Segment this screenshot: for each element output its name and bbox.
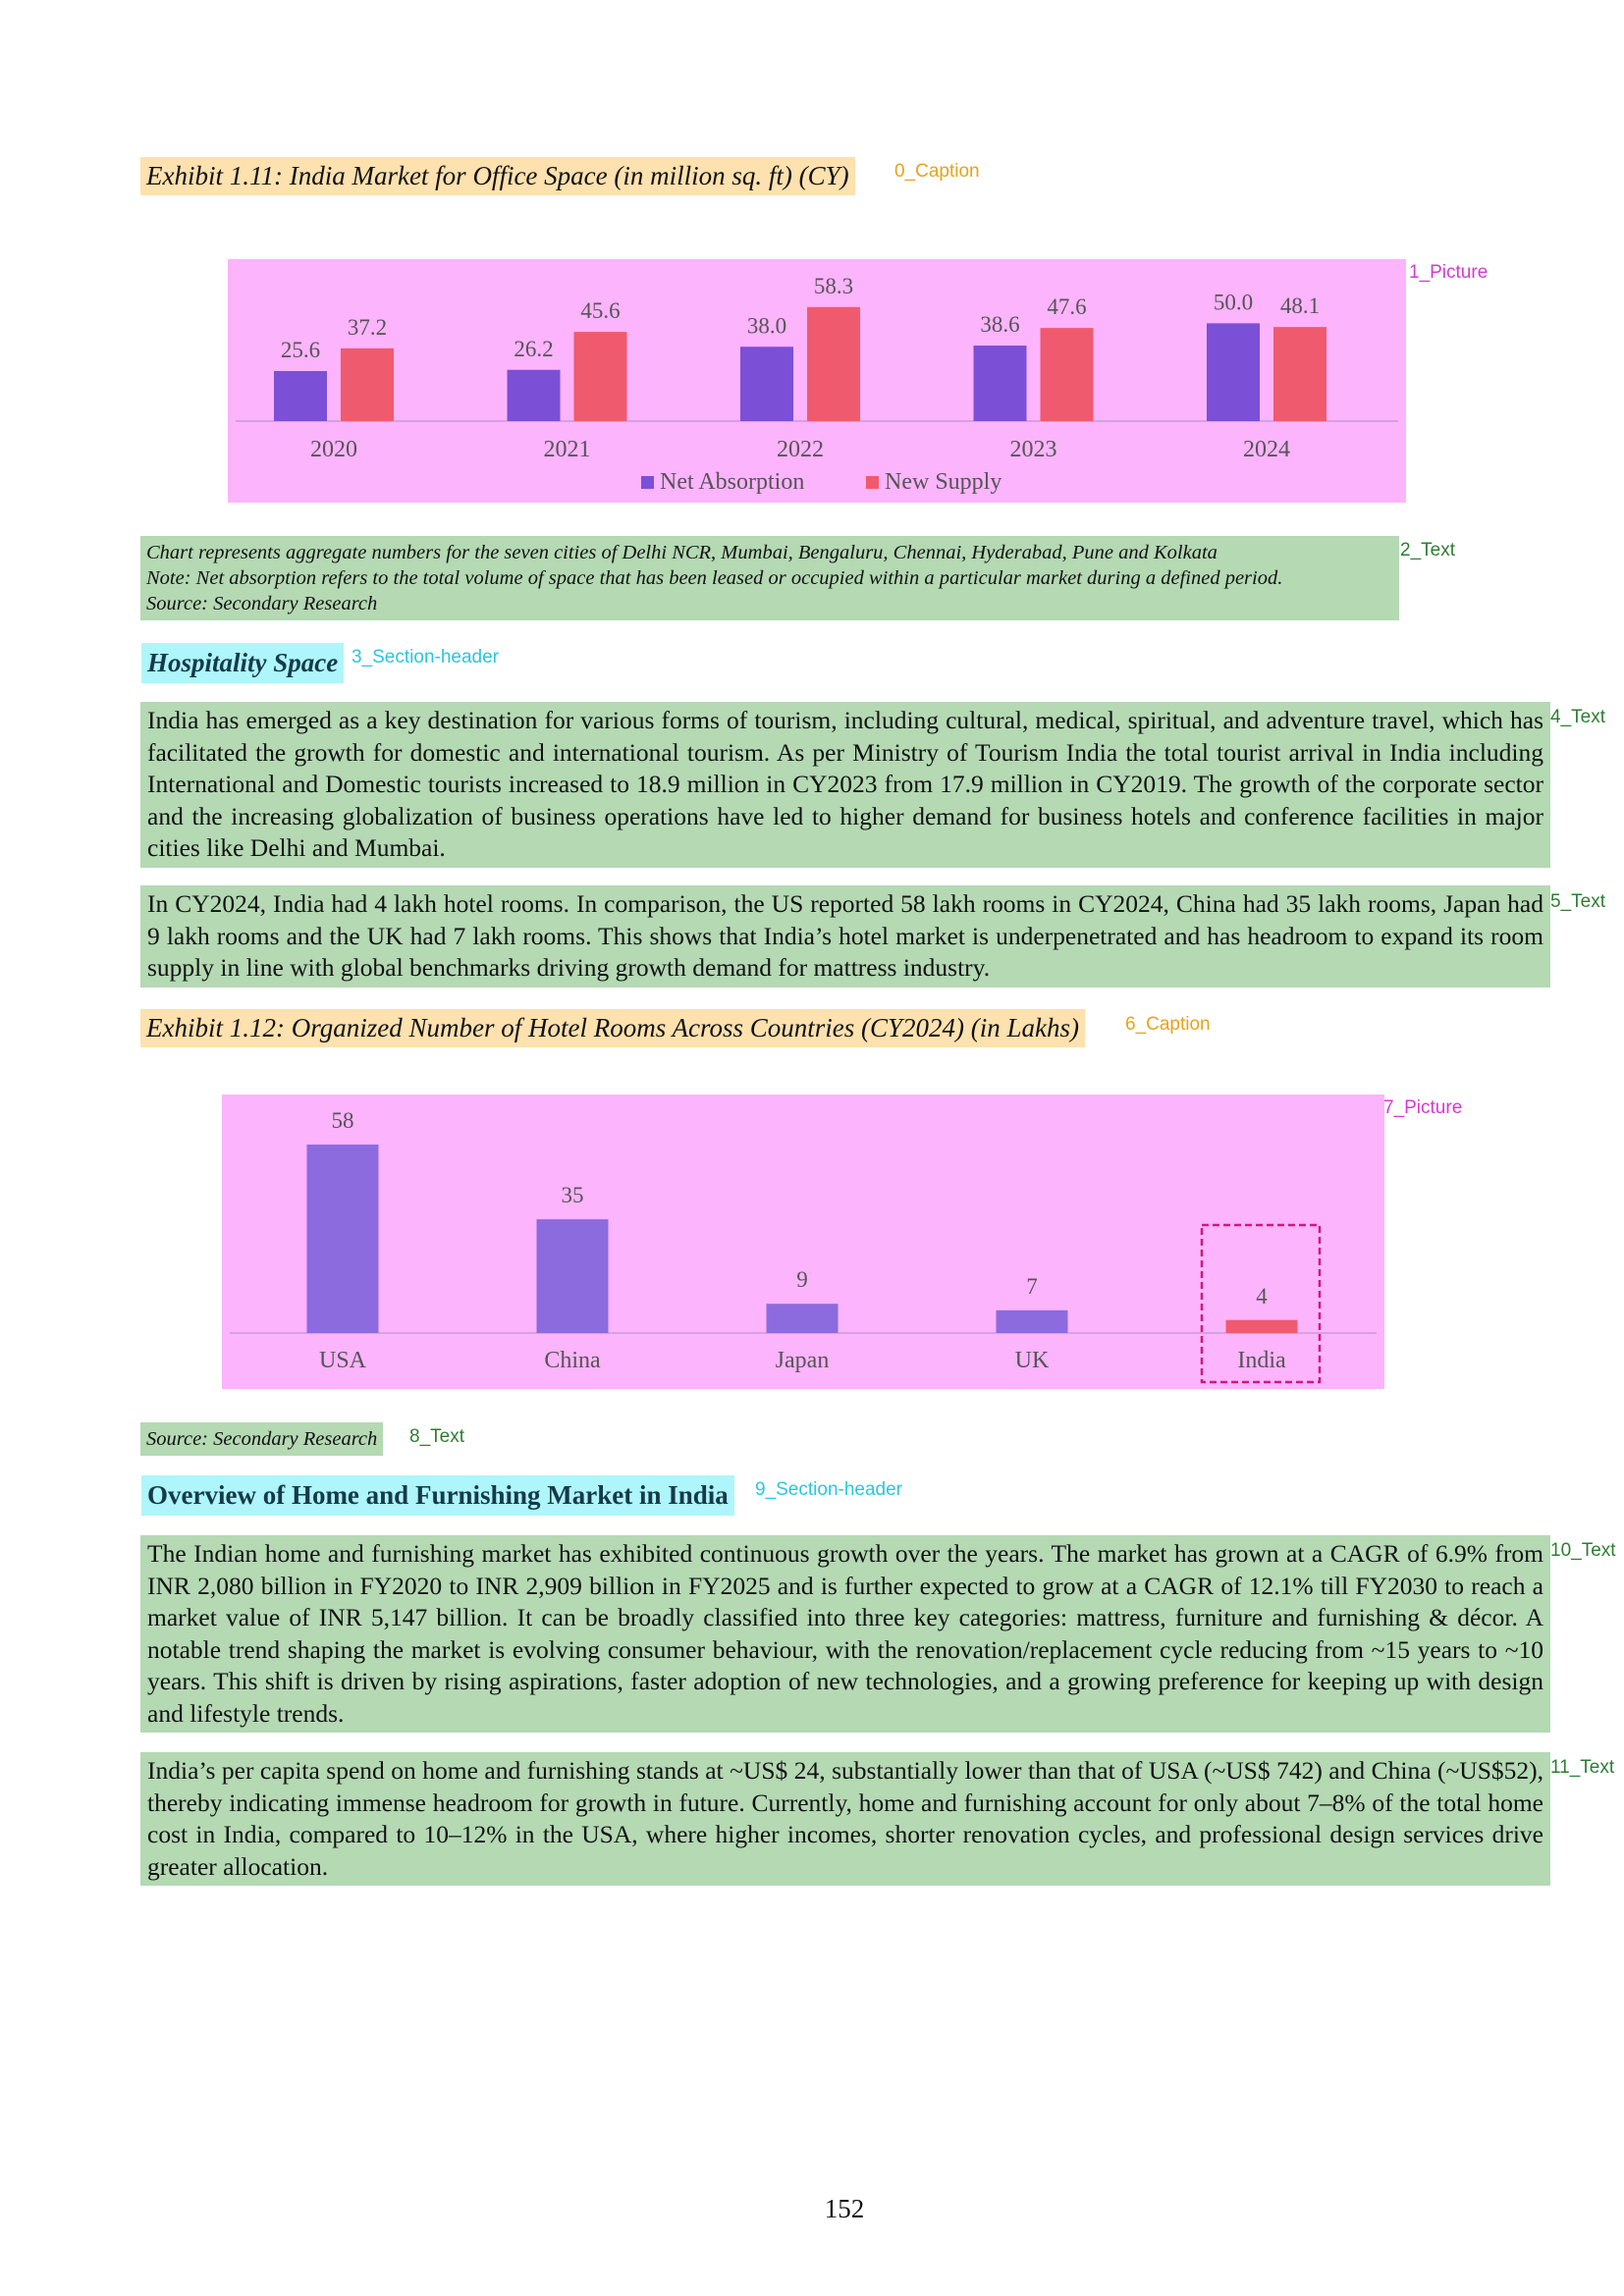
data-label: 50.0 <box>1213 290 1254 315</box>
bar-uk <box>997 1310 1068 1333</box>
x-tick-label: 2023 <box>1009 437 1057 462</box>
home-furnishing-paragraph-2: India’s per capita spend on home and furnishing stands at ~US$ 24, substantially lower than that of USA (~US$ 742) and China (~US$52), thereby indicating immense headroom for growth in future. Currently, home and furnishing account for only about 7–8% of the total home cost in India, compared to 10–12% in the USA, where higher incomes, shorter renovation cycles, and professional design services drive greater allocation. <box>140 1752 1550 1886</box>
bar-net-absorption-2020 <box>274 371 327 421</box>
hospitality-section-header: Hospitality Space <box>141 643 344 683</box>
x-tick-label: USA <box>318 1348 367 1373</box>
data-label: 4 <box>1256 1283 1268 1308</box>
picture-tag-7: 7_Picture <box>1383 1097 1463 1118</box>
bar-new-supply-2023 <box>1041 328 1094 421</box>
bar-japan <box>767 1304 839 1333</box>
note-line: Source: Secondary Research <box>146 593 378 614</box>
caption-tag-0: 0_Caption <box>894 161 980 182</box>
bar-new-supply-2021 <box>574 332 627 421</box>
bar-net-absorption-2022 <box>740 347 793 421</box>
x-tick-label: 2022 <box>777 437 824 462</box>
hospitality-paragraph-2: In CY2024, India had 4 lakh hotel rooms. In comparison, the US reported 58 lakh rooms in CY2024, China had 35 lakh rooms, Japan had 9 lakh rooms and the UK had 7 lakh rooms. This shows that India’s hotel market is underpenetrated and has headroom to expand its room supply in line with global benchmarks driving growth demand for mattress industry. <box>140 885 1550 988</box>
legend-swatch-0 <box>641 476 654 489</box>
data-label: 35 <box>561 1183 584 1208</box>
text-tag-2: 2_Text <box>1400 540 1455 561</box>
x-tick-label: 2021 <box>543 437 591 462</box>
x-tick-label: China <box>544 1348 601 1373</box>
bar-india <box>1226 1320 1298 1333</box>
home-furnishing-section-header: Overview of Home and Furnishing Market in India <box>141 1475 734 1516</box>
data-label: 38.6 <box>980 312 1020 338</box>
exhibit-1-12-caption: Exhibit 1.12: Organized Number of Hotel Rooms Across Countries (CY2024) (in Lakhs) <box>140 1009 1085 1047</box>
text-tag-11: 11_Text <box>1550 1757 1615 1778</box>
x-tick-label: 2024 <box>1243 437 1290 462</box>
bar-usa <box>307 1145 379 1333</box>
note-line: Note: Net absorption refers to the total volume of space that has been leased or occupied within a particular market during a defined period. <box>146 567 1283 589</box>
text-tag-5: 5_Text <box>1550 891 1605 912</box>
note-line: Chart represents aggregate numbers for the seven cities of Delhi NCR, Mumbai, Bengaluru, Chennai, Hyderabad, Pune and Kolkata <box>146 542 1218 563</box>
data-label: 58.3 <box>813 273 854 298</box>
hospitality-paragraph-1: India has emerged as a key destination for various forms of tourism, including cultural, medical, spiritual, and adventure travel, which has facilitated the growth for domestic and international tourism. As per Ministry of Tourism India the total tourist arrival in India including International and Domestic tourists increased to 18.9 million in CY2023 from 17.9 million in CY2019. The growth of the corporate sector and the increasing globalization of business operations have led to higher demand for business hotels and conference facilities in major cities like Delhi and Mumbai. <box>140 702 1550 868</box>
data-label: 58 <box>331 1108 354 1133</box>
office-space-chart-panel <box>228 259 1406 503</box>
picture-tag-1: 1_Picture <box>1409 262 1489 283</box>
data-label: 47.6 <box>1047 294 1087 320</box>
exhibit-1-11-notes <box>140 536 1399 620</box>
data-label: 26.2 <box>514 336 554 361</box>
bar-net-absorption-2021 <box>508 370 561 421</box>
data-label: 45.6 <box>580 298 621 324</box>
legend-label: New Supply <box>885 469 1002 495</box>
text-tag-10: 10_Text <box>1550 1540 1616 1561</box>
data-label: 37.2 <box>347 314 388 340</box>
bar-china <box>537 1219 609 1333</box>
x-tick-label: Japan <box>775 1348 830 1373</box>
header-tag-9: 9_Section-header <box>755 1479 902 1500</box>
bar-net-absorption-2023 <box>974 346 1027 421</box>
bar-new-supply-2024 <box>1273 327 1326 421</box>
office-space-chart <box>228 259 1406 503</box>
text-tag-4: 4_Text <box>1550 707 1605 727</box>
home-furnishing-paragraph-1: The Indian home and furnishing market has exhibited continuous growth over the years. The market has grown at a CAGR of 6.9% from INR 2,080 billion in FY2020 to INR 2,909 billion in FY2025 and is further expected to grow at a CAGR of 12.1% till FY2030 to reach a market value of INR 5,147 billion. It can be broadly classified into three key categories: mattress, furniture and furnishing & décor. A notable trend shaping the market is evolving consumer behaviour, with the renovation/replacement cycle reducing from ~15 years to ~10 years. This shift is driven by rising aspirations, faster adoption of new technologies, and a growing preference for keeping up with design and lifestyle trends. <box>140 1535 1550 1733</box>
x-tick-label: India <box>1237 1348 1286 1373</box>
data-label: 25.6 <box>280 337 321 362</box>
x-tick-label: UK <box>1014 1348 1050 1373</box>
hotel-rooms-chart-panel <box>222 1095 1384 1389</box>
caption-tag-6: 6_Caption <box>1125 1014 1211 1035</box>
exhibit-1-12-source: Source: Secondary Research <box>140 1422 383 1456</box>
bar-new-supply-2020 <box>341 348 394 421</box>
hotel-rooms-chart <box>222 1095 1384 1389</box>
text-tag-8: 8_Text <box>409 1426 464 1447</box>
data-label: 38.0 <box>746 313 787 339</box>
data-label: 9 <box>796 1267 808 1293</box>
bar-new-supply-2022 <box>807 307 860 421</box>
header-tag-3: 3_Section-header <box>352 647 499 667</box>
x-tick-label: 2020 <box>310 437 357 462</box>
data-label: 48.1 <box>1279 294 1321 319</box>
bar-net-absorption-2024 <box>1207 323 1260 421</box>
data-label: 7 <box>1026 1273 1038 1299</box>
page-number: 152 <box>824 2194 865 2223</box>
legend-swatch-1 <box>866 476 879 489</box>
exhibit-1-11-caption: Exhibit 1.11: India Market for Office Space (in million sq. ft) (CY) <box>140 157 855 195</box>
legend-label: Net Absorption <box>660 469 805 495</box>
